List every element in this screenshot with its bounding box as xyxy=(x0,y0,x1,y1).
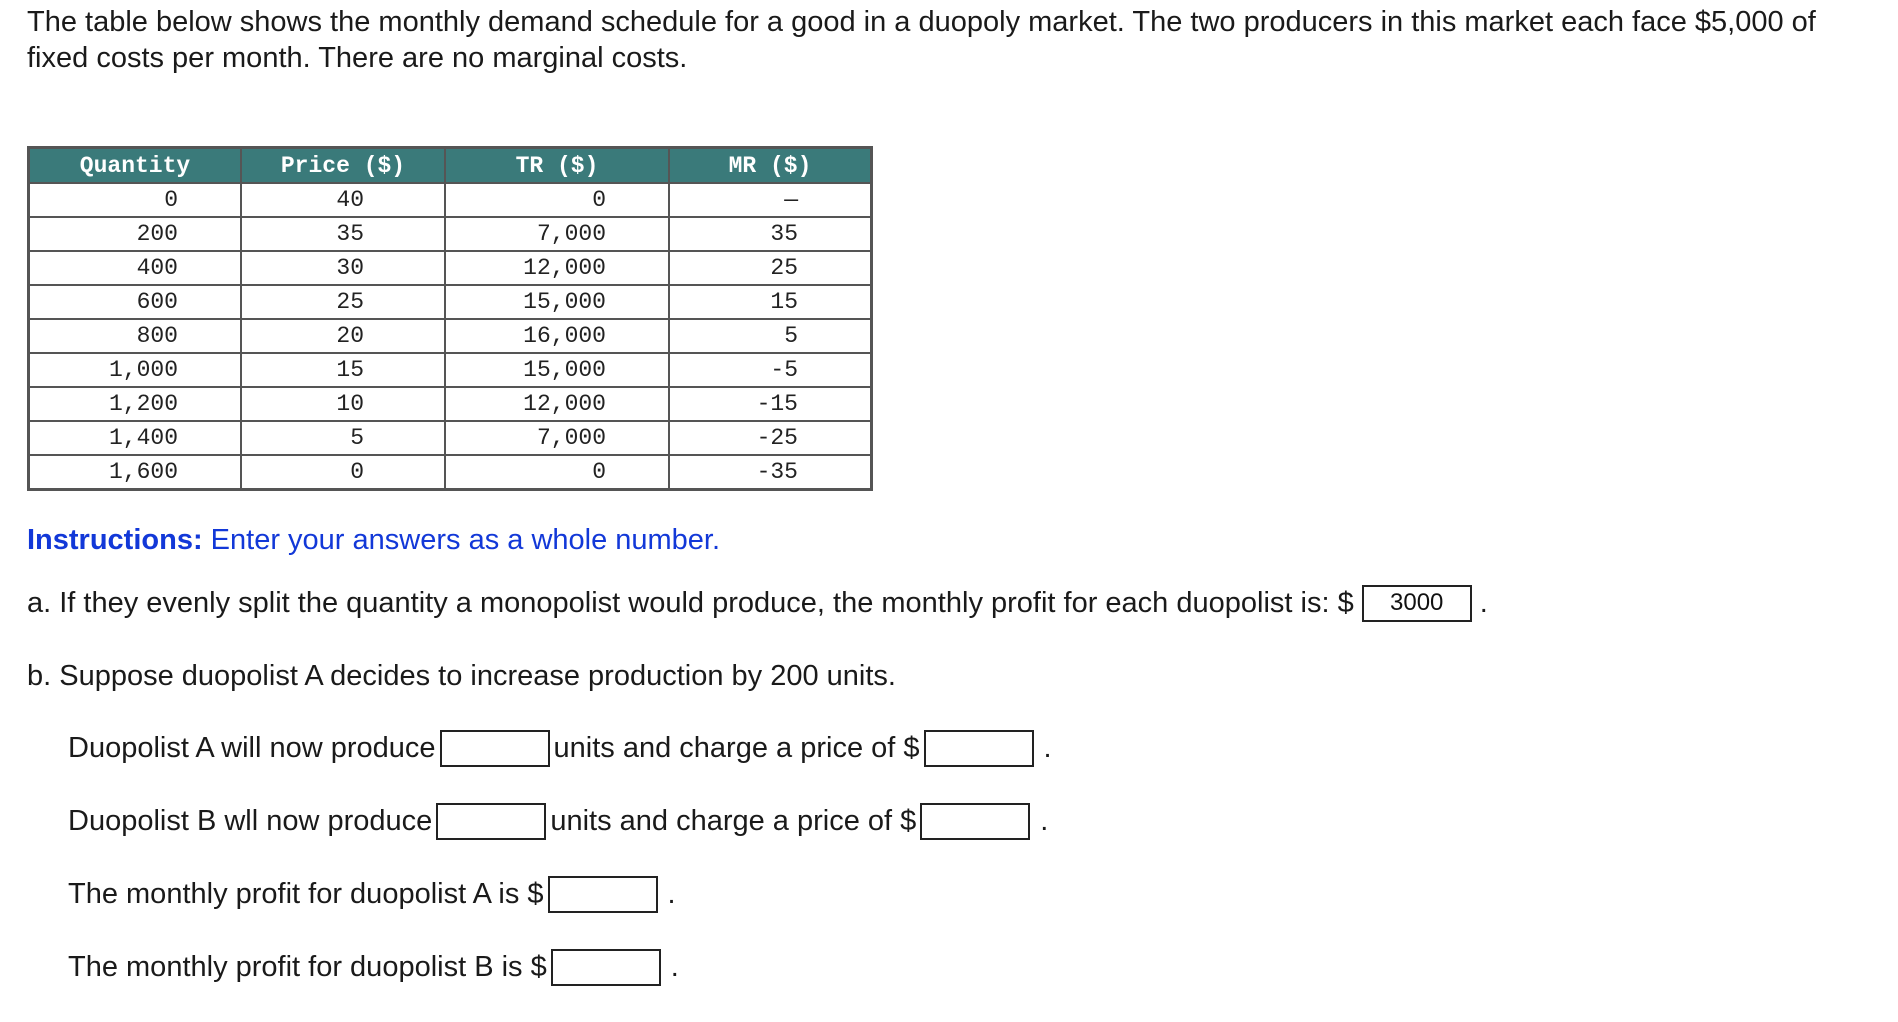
duopolist-a-end: . xyxy=(1043,732,1052,764)
table-row xyxy=(29,421,872,455)
cell-mr: 5 xyxy=(669,319,872,353)
question-a xyxy=(27,583,1488,623)
table-row xyxy=(29,217,872,251)
question-a-end: . xyxy=(1479,587,1488,619)
header-mr: MR ($) xyxy=(669,148,872,184)
profit-a-text: The monthly profit for duopolist A is $ xyxy=(68,878,544,910)
cell-tr: 7,000 xyxy=(445,217,669,251)
duopolist-a-mid: units and charge a price of $ xyxy=(553,732,920,764)
cell-tr: 16,000 xyxy=(445,319,669,353)
table-header-row xyxy=(29,148,872,184)
profit-a-end: . xyxy=(667,878,676,910)
profit-b-line xyxy=(68,947,679,987)
cell-quantity: 600 xyxy=(29,285,242,319)
duopolist-b-quantity-input[interactable] xyxy=(436,803,546,840)
duopolist-b-price-input[interactable] xyxy=(920,803,1030,840)
profit-b-end: . xyxy=(670,951,679,983)
table-row xyxy=(29,353,872,387)
cell-tr: 0 xyxy=(445,455,669,490)
cell-quantity: 1,200 xyxy=(29,387,242,421)
cell-tr: 15,000 xyxy=(445,285,669,319)
cell-quantity: 400 xyxy=(29,251,242,285)
question-b-text: b. Suppose duopolist A decides to increase production by 200 units. xyxy=(27,660,896,692)
duopolist-b-line xyxy=(68,801,1048,841)
cell-tr: 12,000 xyxy=(445,251,669,285)
cell-mr: 35 xyxy=(669,217,872,251)
instructions-text: Enter your answers as a whole number. xyxy=(202,524,721,556)
cell-mr: 25 xyxy=(669,251,872,285)
duopolist-b-mid: units and charge a price of $ xyxy=(550,805,917,837)
duopolist-b-prefix: Duopolist B wll now produce xyxy=(68,805,433,837)
profit-a-input[interactable] xyxy=(548,876,658,913)
cell-mr: -35 xyxy=(669,455,872,490)
question-a-text: a. If they evenly split the quantity a monopolist would produce, the monthly profit for each duopolist is: $ xyxy=(27,587,1354,619)
cell-price: 30 xyxy=(241,251,445,285)
cell-mr: -15 xyxy=(669,387,872,421)
instructions xyxy=(27,524,720,557)
cell-price: 25 xyxy=(241,285,445,319)
duopolist-a-quantity-input[interactable] xyxy=(440,730,550,767)
cell-price: 15 xyxy=(241,353,445,387)
table-row xyxy=(29,387,872,421)
cell-mr: -25 xyxy=(669,421,872,455)
table-row xyxy=(29,319,872,353)
duopolist-a-price-input[interactable] xyxy=(924,730,1034,767)
question-b xyxy=(27,656,896,696)
header-price: Price ($) xyxy=(241,148,445,184)
cell-quantity: 0 xyxy=(29,183,242,217)
profit-b-text: The monthly profit for duopolist B is $ xyxy=(68,951,547,983)
cell-quantity: 800 xyxy=(29,319,242,353)
profit-a-line xyxy=(68,874,676,914)
cell-mr: 15 xyxy=(669,285,872,319)
answer-a-profit-input[interactable] xyxy=(1362,585,1472,622)
cell-quantity: 1,000 xyxy=(29,353,242,387)
intro-paragraph: The table below shows the monthly demand schedule for a good in a duopoly market. The two producers in this market each face $5,000 of fixed costs per month. There are no marginal costs. xyxy=(27,6,1816,74)
table-body xyxy=(29,183,872,490)
cell-tr: 7,000 xyxy=(445,421,669,455)
table-row xyxy=(29,455,872,490)
table-row xyxy=(29,285,872,319)
cell-quantity: 1,600 xyxy=(29,455,242,490)
cell-price: 20 xyxy=(241,319,445,353)
duopolist-a-prefix: Duopolist A will now produce xyxy=(68,732,436,764)
header-quantity: Quantity xyxy=(29,148,242,184)
demand-schedule-table xyxy=(27,146,873,491)
table-row xyxy=(29,183,872,217)
cell-tr: 0 xyxy=(445,183,669,217)
cell-quantity: 1,400 xyxy=(29,421,242,455)
cell-tr: 12,000 xyxy=(445,387,669,421)
cell-price: 35 xyxy=(241,217,445,251)
profit-b-input[interactable] xyxy=(551,949,661,986)
cell-price: 5 xyxy=(241,421,445,455)
cell-price: 40 xyxy=(241,183,445,217)
cell-price: 0 xyxy=(241,455,445,490)
cell-price: 10 xyxy=(241,387,445,421)
cell-tr: 15,000 xyxy=(445,353,669,387)
header-tr: TR ($) xyxy=(445,148,669,184)
cell-quantity: 200 xyxy=(29,217,242,251)
instructions-label: Instructions: xyxy=(27,524,203,556)
duopolist-a-line xyxy=(68,728,1052,768)
duopolist-b-end: . xyxy=(1040,805,1049,837)
cell-mr: — xyxy=(669,183,872,217)
cell-mr: -5 xyxy=(669,353,872,387)
table-row xyxy=(29,251,872,285)
